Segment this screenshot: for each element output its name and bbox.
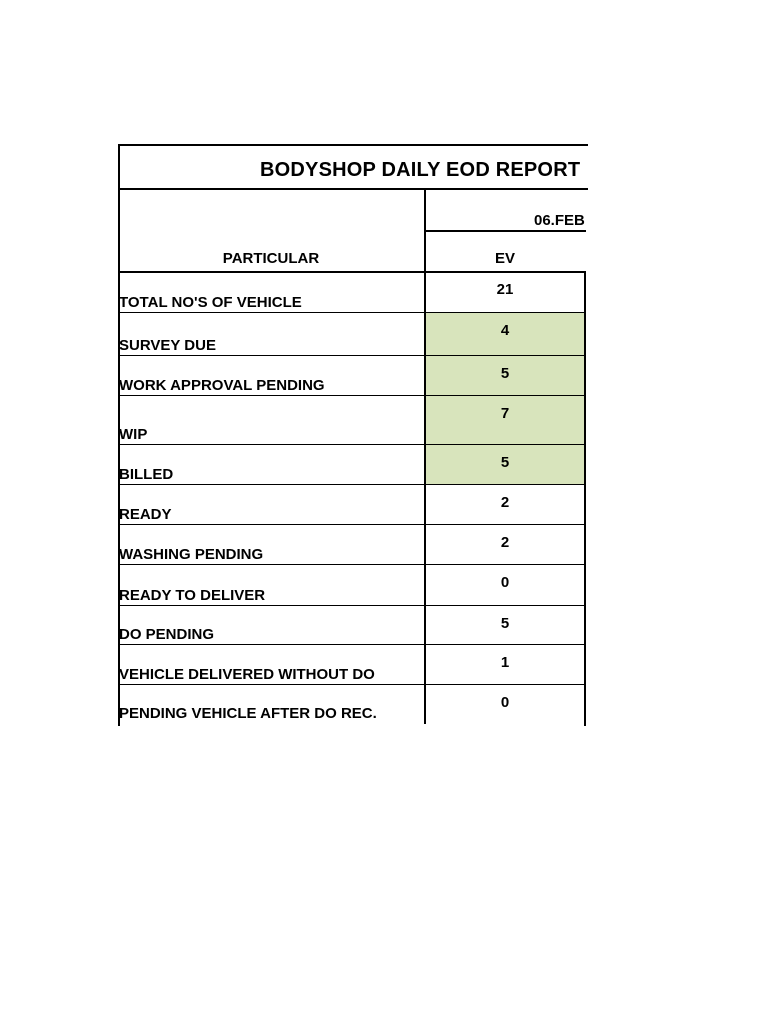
row-value: 1 — [500, 654, 510, 671]
row-value-cell — [426, 485, 584, 525]
title-row — [118, 144, 588, 190]
row-value: 0 — [500, 574, 510, 591]
row-value: 0 — [500, 694, 510, 711]
table-row — [118, 565, 584, 606]
table-row — [118, 645, 584, 685]
row-value: 5 — [500, 454, 510, 471]
row-value-cell — [426, 445, 584, 485]
particular-header: PARTICULAR — [222, 250, 320, 267]
row-value-cell — [426, 525, 584, 565]
row-label: READY — [119, 506, 172, 523]
table-row — [118, 396, 584, 445]
report-title: BODYSHOP DAILY EOD REPORT — [260, 159, 581, 181]
row-label: WASHING PENDING — [119, 546, 264, 563]
row-value-cell — [426, 645, 584, 685]
table-row — [118, 606, 584, 645]
row-value: 5 — [500, 615, 510, 632]
row-label: SURVEY DUE — [119, 337, 216, 354]
row-label: WIP — [119, 426, 148, 443]
row-label: WORK APPROVAL PENDING — [119, 377, 325, 394]
row-value-cell — [426, 565, 584, 606]
row-value: 21 — [496, 281, 514, 298]
row-value-cell — [426, 685, 584, 724]
row-value: 2 — [500, 494, 510, 511]
row-label: DO PENDING — [119, 626, 215, 643]
row-value-cell — [426, 606, 584, 645]
row-value: 5 — [500, 365, 510, 382]
ev-header: EV — [494, 250, 515, 267]
row-value-cell — [426, 356, 584, 396]
row-value: 7 — [500, 405, 510, 422]
report-date: 06.FEB — [534, 212, 585, 229]
date-underline — [426, 230, 586, 232]
table-row — [118, 356, 584, 396]
report-sheet — [118, 144, 588, 726]
right-column-divider — [584, 271, 586, 726]
row-label: TOTAL NO'S OF VEHICLE — [119, 294, 302, 311]
row-value: 2 — [500, 534, 510, 551]
table-row — [118, 525, 584, 565]
table-row — [118, 685, 584, 724]
row-label: READY TO DELIVER — [119, 587, 266, 604]
row-value-cell — [426, 272, 584, 313]
row-value: 4 — [500, 322, 510, 339]
table-row — [118, 313, 584, 356]
row-label: PENDING VEHICLE AFTER DO REC. — [119, 705, 377, 722]
row-value-cell — [426, 313, 584, 356]
row-label: BILLED — [119, 466, 174, 483]
row-label: VEHICLE DELIVERED WITHOUT DO — [119, 666, 375, 683]
table-row — [118, 485, 584, 525]
table-row — [118, 445, 584, 485]
row-value-cell — [426, 396, 584, 445]
table-row — [118, 272, 584, 313]
